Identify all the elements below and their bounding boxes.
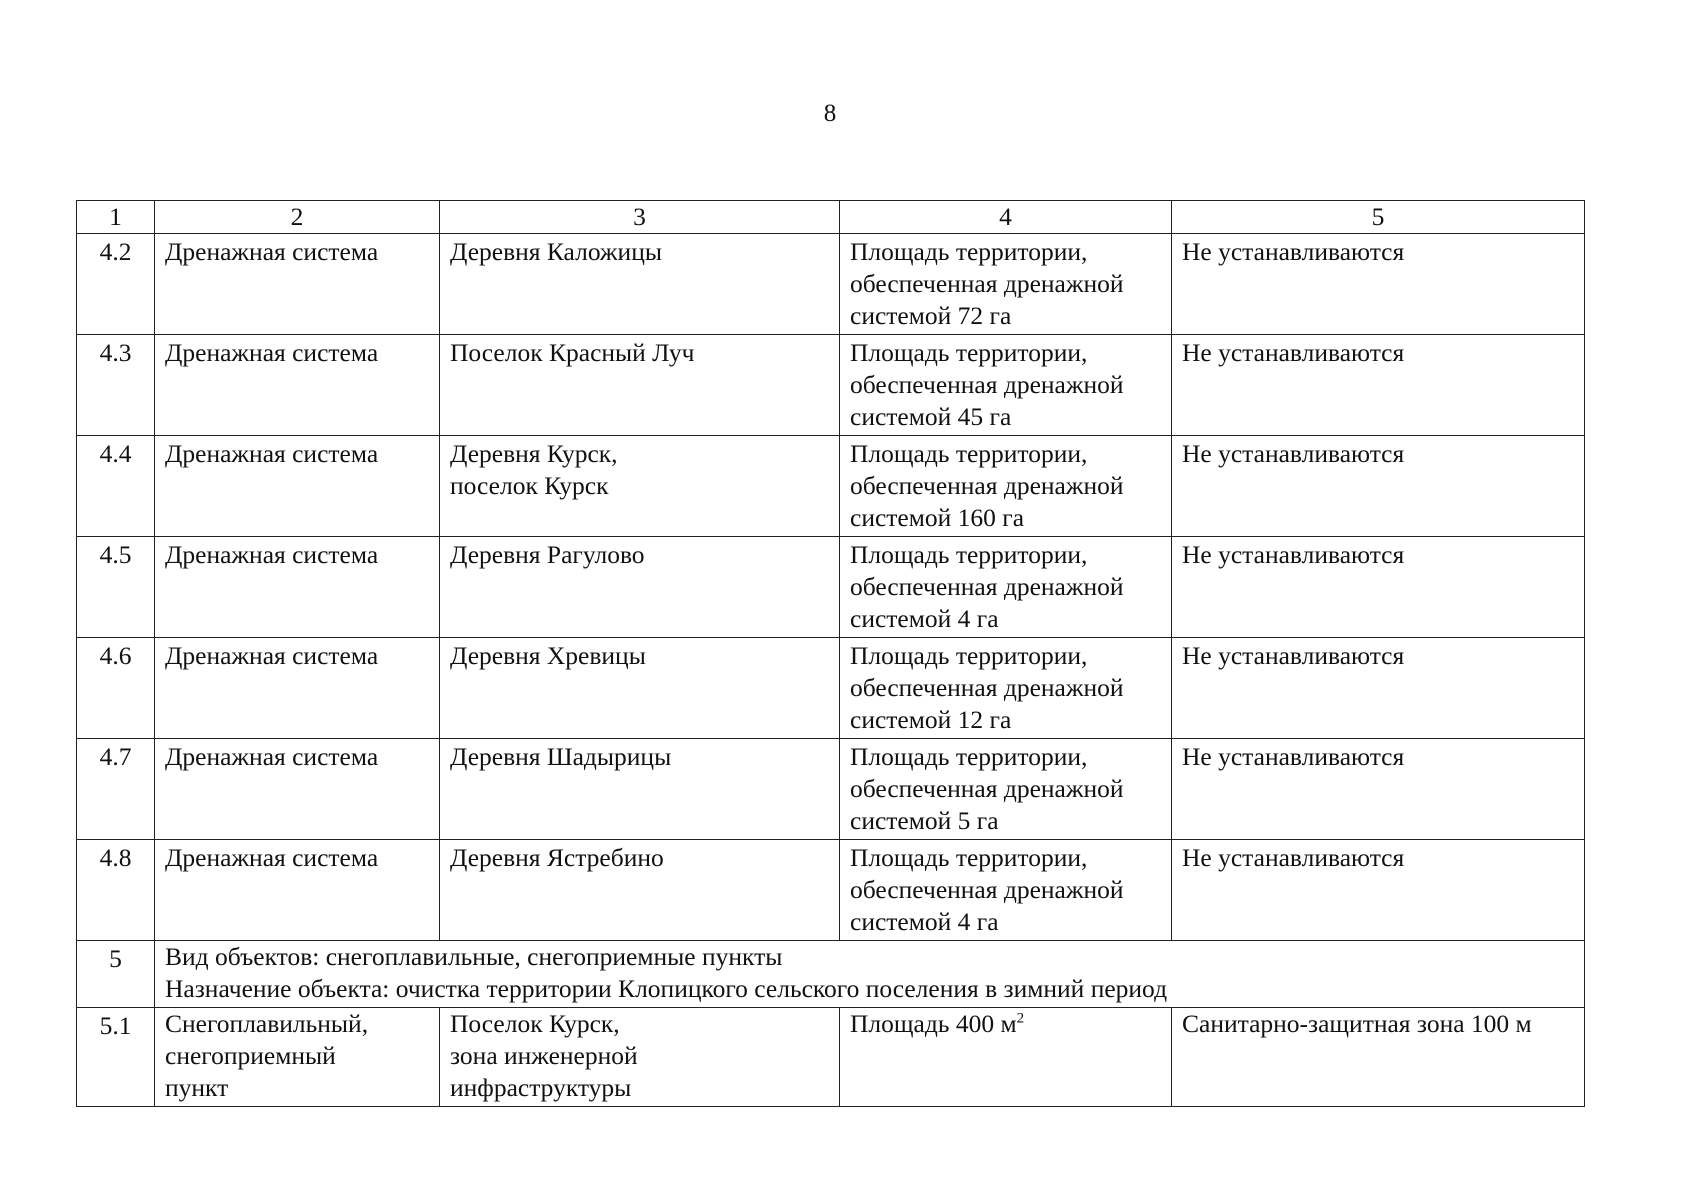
params-text: Площадь 400 м — [850, 1009, 1017, 1038]
object-name: Дренажная система — [155, 638, 440, 739]
params-line: системой 160 га — [850, 503, 1025, 532]
object-params — [840, 436, 1172, 537]
row-number: 4.4 — [77, 436, 155, 537]
header-cell: 4 — [840, 201, 1172, 234]
name-line: пункт — [165, 1073, 229, 1102]
table-row — [77, 537, 1585, 638]
params-line: системой 4 га — [850, 604, 999, 633]
params-line: обеспеченная дренажной — [850, 370, 1124, 399]
section-kind: Вид объектов: снегоплавильные, снегоприемные пункты — [165, 942, 783, 971]
location-line: зона инженерной — [450, 1041, 638, 1070]
object-location — [440, 436, 840, 537]
object-location — [440, 234, 840, 335]
object-params — [840, 739, 1172, 840]
object-location — [440, 840, 840, 941]
object-zones: Не устанавливаются — [1172, 739, 1585, 840]
table-row — [77, 739, 1585, 840]
table-row — [77, 436, 1585, 537]
params-line: системой 12 га — [850, 705, 1012, 734]
location-line: Поселок Красный Луч — [450, 338, 695, 367]
row-number: 4.8 — [77, 840, 155, 941]
header-cell: 2 — [155, 201, 440, 234]
object-zones: Не устанавливаются — [1172, 638, 1585, 739]
object-params — [840, 638, 1172, 739]
page-number: 8 — [823, 100, 837, 127]
params-line: Площадь территории, — [850, 843, 1088, 872]
header-cell: 3 — [440, 201, 840, 234]
name-line: снегоприемный — [165, 1041, 336, 1070]
object-location — [440, 739, 840, 840]
section-description — [155, 941, 1585, 1008]
object-name: Дренажная система — [155, 436, 440, 537]
params-line: системой 5 га — [850, 806, 999, 835]
section-purpose: Назначение объекта: очистка территории Клопицкого сельского поселения в зимний период — [165, 974, 1168, 1003]
objects-table — [76, 200, 1585, 1107]
object-name: Дренажная система — [155, 537, 440, 638]
params-line: обеспеченная дренажной — [850, 572, 1124, 601]
location-line: Деревня Хревицы — [450, 641, 646, 670]
table-row — [77, 1008, 1585, 1107]
params-line: обеспеченная дренажной — [850, 673, 1124, 702]
params-line: обеспеченная дренажной — [850, 875, 1124, 904]
row-number: 4.2 — [77, 234, 155, 335]
object-zones: Не устанавливаются — [1172, 436, 1585, 537]
object-zones: Не устанавливаются — [1172, 234, 1585, 335]
location-line: Деревня Ястребино — [450, 843, 664, 872]
params-superscript: 2 — [1016, 1010, 1025, 1027]
object-location — [440, 537, 840, 638]
object-name — [155, 1008, 440, 1107]
row-number: 4.7 — [77, 739, 155, 840]
object-zones: Санитарно-защитная зона 100 м — [1172, 1008, 1585, 1107]
row-number: 4.6 — [77, 638, 155, 739]
object-zones: Не устанавливаются — [1172, 840, 1585, 941]
row-number: 5.1 — [77, 1008, 155, 1107]
params-line: системой 72 га — [850, 301, 1012, 330]
section-row — [77, 941, 1585, 1008]
location-line: инфраструктуры — [450, 1073, 632, 1102]
object-name: Дренажная система — [155, 335, 440, 436]
object-zones: Не устанавливаются — [1172, 537, 1585, 638]
object-params — [840, 335, 1172, 436]
params-line: Площадь территории, — [850, 338, 1088, 367]
header-cell: 1 — [77, 201, 155, 234]
location-line: Деревня Курск, — [450, 439, 618, 468]
object-location — [440, 335, 840, 436]
object-name: Дренажная система — [155, 739, 440, 840]
header-cell: 5 — [1172, 201, 1585, 234]
location-line: Поселок Курск, — [450, 1009, 620, 1038]
row-number: 4.3 — [77, 335, 155, 436]
table-row — [77, 335, 1585, 436]
object-name: Дренажная система — [155, 234, 440, 335]
table-row — [77, 638, 1585, 739]
params-line: обеспеченная дренажной — [850, 269, 1124, 298]
location-line: поселок Курск — [450, 471, 609, 500]
table-row — [77, 234, 1585, 335]
object-location — [440, 1008, 840, 1107]
params-line: системой 4 га — [850, 907, 999, 936]
object-name: Дренажная система — [155, 840, 440, 941]
object-params — [840, 1008, 1172, 1107]
location-line: Деревня Каложицы — [450, 237, 662, 266]
object-zones: Не устанавливаются — [1172, 335, 1585, 436]
params-line: Площадь территории, — [850, 641, 1088, 670]
table-row — [77, 840, 1585, 941]
params-line: Площадь территории, — [850, 237, 1088, 266]
object-location — [440, 638, 840, 739]
name-line: Снегоплавильный, — [165, 1009, 369, 1038]
object-params — [840, 537, 1172, 638]
table-header-row — [77, 201, 1585, 234]
params-line: системой 45 га — [850, 402, 1012, 431]
params-line: обеспеченная дренажной — [850, 774, 1124, 803]
section-number: 5 — [77, 941, 155, 1008]
location-line: Деревня Шадырицы — [450, 742, 672, 771]
params-line: Площадь территории, — [850, 540, 1088, 569]
location-line: Деревня Рагулово — [450, 540, 645, 569]
params-line: обеспеченная дренажной — [850, 471, 1124, 500]
params-line: Площадь территории, — [850, 742, 1088, 771]
params-line: Площадь территории, — [850, 439, 1088, 468]
object-params — [840, 234, 1172, 335]
row-number: 4.5 — [77, 537, 155, 638]
object-params — [840, 840, 1172, 941]
